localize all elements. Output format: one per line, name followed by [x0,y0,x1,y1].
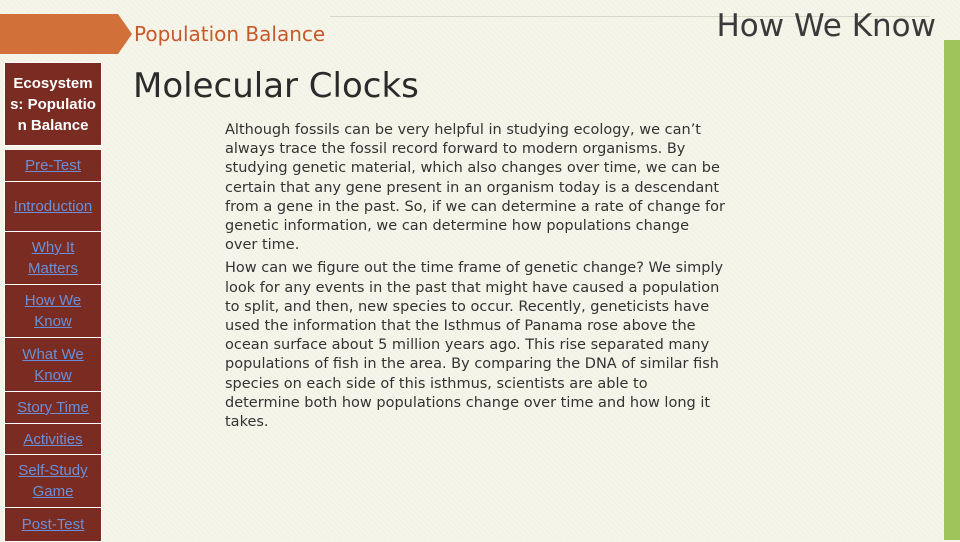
sidebar-item-introduction[interactable] [4,182,102,232]
sidebar-nav [4,62,102,542]
sidebar-item-self-study-game[interactable] [4,455,102,508]
sidebar-item-label: How We Know [24,292,82,330]
page-title: Molecular Clocks [133,66,419,106]
paragraph: Although fossils can be very helpful in studying ecology, we can’t always trace the fossil record forward to modern organisms. By studying genetic material, which also changes over time, we can be certain that any gene present in an organism today is a descendant from a gene in the past. So, if we can determine a rate of change for genetic information, we can determine how populations change over time. [225,122,725,254]
sidebar-item-how-we-know[interactable] [4,285,102,338]
sidebar-item-label: Activities [23,430,83,448]
sidebar-item-why-it-matters[interactable] [4,232,102,285]
corner-title: How We Know [716,8,936,44]
sidebar-item-story-time[interactable] [4,392,102,424]
sidebar-heading-text: Ecosystems: Population Balance [10,74,96,134]
sidebar-item-activities[interactable] [4,424,102,455]
sidebar-heading [4,62,102,146]
section-title: Population Balance [134,22,326,46]
sidebar-item-label: What We Know [22,345,84,384]
sidebar-item-label: Post-Test [21,516,85,533]
sidebar-item-label: Why It Matters [27,239,78,277]
header-band-arrow [118,14,132,54]
sidebar-item-what-we-know[interactable] [4,338,102,392]
body-text [225,121,725,436]
sidebar-item-label: Pre-Test [25,157,81,174]
sidebar-item-label: Story Time [17,399,89,416]
sidebar-item-post-test[interactable] [4,508,102,542]
sidebar-item-pre-test[interactable] [4,150,102,182]
header-band [0,14,118,54]
sidebar-item-label: Self-Study Game [18,462,88,500]
right-accent-bar [944,40,960,540]
sidebar-item-label: Introduction [13,198,93,215]
paragraph: How can we figure out the time frame of genetic change? We simply look for any events in the past that might have caused a population to split, and then, new species to occur. Recently, geneticists have used the information that the Isthmus of Panama rose above the ocean surface about 5 million years ago. This rise separated many populations of fish in the area. By comparing the DNA of similar fish species on each side of this isthmus, scientists are able to determine both how populations change over time and how long it takes. [225,260,724,431]
